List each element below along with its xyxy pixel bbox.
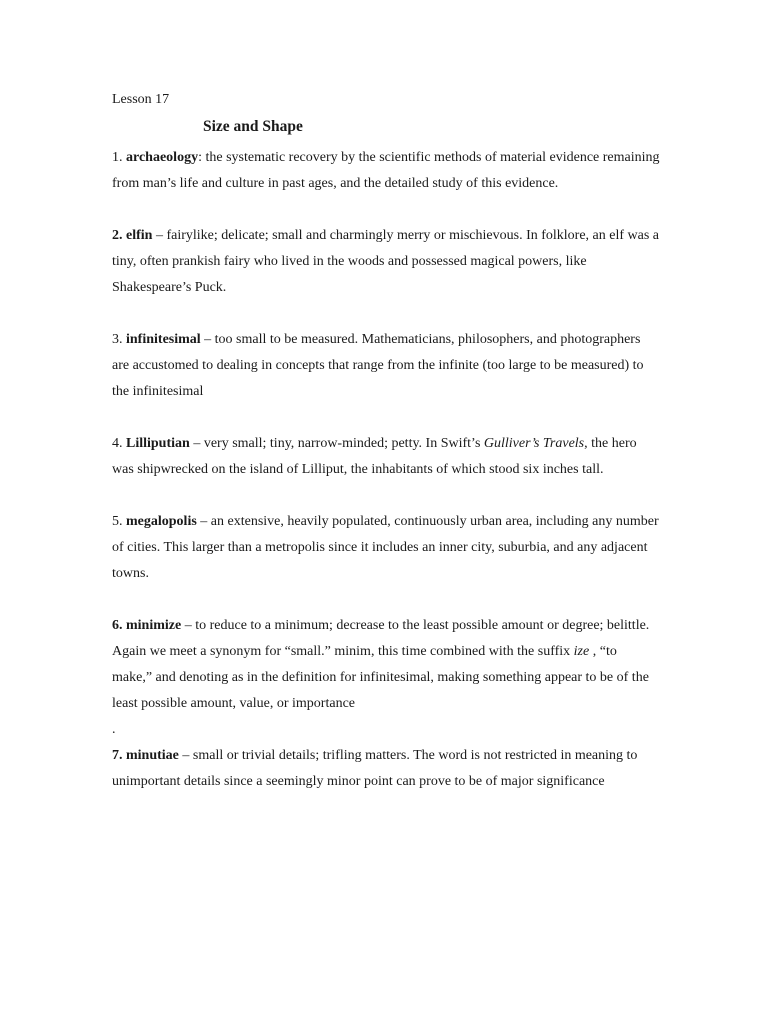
entry-term: archaeology bbox=[126, 150, 199, 165]
entry-number: 7. bbox=[112, 748, 123, 763]
entry-definition: an extensive, heavily populated, continuously urban area, including any number of cities. This larger than a metropolis since it includes an inner city, suburbia, and any adjacent towns. bbox=[112, 514, 659, 581]
entry-term: infinitesimal bbox=[126, 332, 201, 347]
entry-number: 2. bbox=[112, 228, 123, 243]
entry-number: 6. bbox=[112, 618, 123, 633]
entry-number: 1. bbox=[112, 150, 123, 165]
lesson-label: Lesson 17 bbox=[112, 92, 170, 107]
entry-separator: – bbox=[196, 514, 211, 529]
page-title: Size and Shape bbox=[203, 118, 303, 135]
entry-definition-start: very small; tiny, narrow-minded; petty. In Swift’s bbox=[203, 436, 484, 451]
entry-definition-end: , the hero was shipwrecked on the island of Lilliput, the inhabitants of which stood six inches tall. bbox=[112, 436, 637, 477]
entry-definition: small or trivial details; trifling matters. The word is not restricted in meaning to unimportant details since a seemingly minor point can prove to be of major significance bbox=[112, 748, 638, 789]
vocab-entry-minutiae bbox=[112, 743, 660, 795]
entry-term: Lilliputian bbox=[126, 436, 190, 451]
entry-separator: – bbox=[152, 228, 167, 243]
entry-separator: – bbox=[200, 332, 215, 347]
vocabulary-list bbox=[112, 145, 660, 795]
vocab-entry-megalopolis bbox=[112, 509, 660, 587]
vocab-entry-archaeology bbox=[112, 145, 660, 197]
vocab-entry-infinitesimal bbox=[112, 327, 660, 405]
entry-definition-end: , “to make,” and denoting as in the definition for infinitesimal, making something appear to be of the least possible amount, value, or importance bbox=[112, 644, 649, 711]
entry-separator: – bbox=[189, 436, 204, 451]
entry-number: 3. bbox=[112, 332, 123, 347]
vocab-entry-lilliputian bbox=[112, 431, 660, 483]
entry-separator: – bbox=[178, 748, 193, 763]
entry-definition: the systematic recovery by the scientific methods of material evidence remaining from man’s life and culture in past ages, and the detailed study of this evidence. bbox=[112, 150, 660, 191]
book-title: Gulliver’s Travels bbox=[483, 436, 585, 451]
entry-definition: fairylike; delicate; small and charmingly merry or mischievous. In folklore, an elf was a tiny, often prankish fairy who lived in the woods and possessed magical powers, like Shakespeare’s Puck. bbox=[112, 228, 660, 295]
entry-term: elfin bbox=[126, 228, 153, 243]
entry-number: 5. bbox=[112, 514, 123, 529]
entry-term: minutiae bbox=[126, 748, 179, 763]
entry-number: 4. bbox=[112, 436, 123, 451]
entry-term: megalopolis bbox=[126, 514, 197, 529]
entry-term: minimize bbox=[126, 618, 182, 633]
entry-definition: too small to be measured. Mathematicians, philosophers, and photographers are accustomed to dealing in concepts that range from the infinite (too large to be measured) to the infinitesimal bbox=[112, 332, 644, 399]
suffix-term: ize bbox=[573, 644, 590, 659]
vocab-entry-elfin bbox=[112, 223, 660, 301]
stray-period: . bbox=[112, 722, 116, 737]
vocab-entry-minimize bbox=[112, 613, 660, 717]
entry-separator: – bbox=[181, 618, 196, 633]
entry-separator: : bbox=[198, 150, 206, 165]
entry-definition-start: to reduce to a minimum; decrease to the least possible amount or degree; belittle. Again we meet a synonym for “small.” minim, this time combined with the suffix bbox=[112, 618, 650, 659]
